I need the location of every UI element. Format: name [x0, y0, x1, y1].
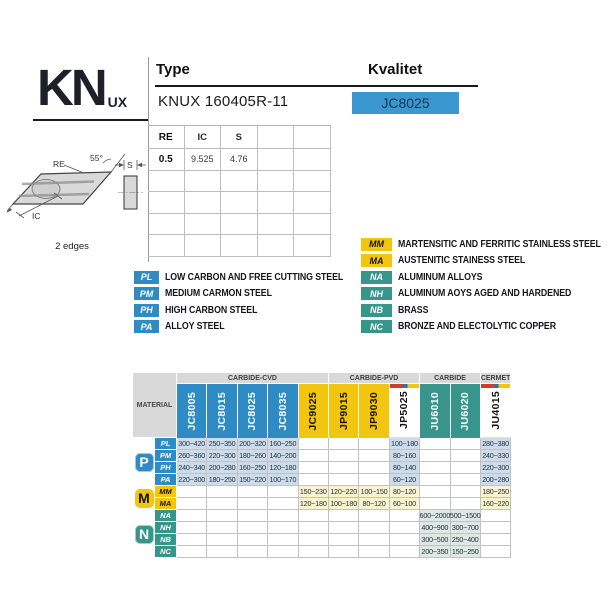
speed-cell-pl-jc8025: 200~320 — [238, 438, 268, 450]
spec-value-cell — [185, 214, 222, 236]
speed-cell-nh-ju6020: 300~700 — [451, 522, 481, 534]
material-code-chip-na: NA — [361, 271, 392, 284]
grade-column-jc8015 — [207, 384, 237, 438]
speed-cell-pl-jp9030 — [359, 438, 389, 450]
material-legend-stainless-nonferrous — [361, 236, 610, 335]
speed-cell-na-jc8005 — [177, 510, 207, 522]
row-tag-mm: MM — [155, 486, 177, 498]
s-dimension-label: S — [127, 160, 133, 170]
speed-cell-mm-ju6010 — [420, 486, 450, 498]
insert-outline — [13, 172, 111, 204]
speed-cell-nh-jc9025 — [299, 522, 329, 534]
speed-cell-pa-jc9025 — [299, 474, 329, 486]
speed-cell-pm-jc8025: 180~260 — [238, 450, 268, 462]
spec-value-cell — [185, 192, 222, 214]
legend-label-nc: BRONZE AND ELECTOLYTIC COPPER — [398, 321, 556, 333]
legend-label-mm: MARTENSITIC AND FERRITIC STAINLESS STEEL — [398, 238, 601, 250]
speed-cell-nc-jp9015 — [329, 546, 359, 558]
dimension-table — [148, 125, 331, 257]
speed-cell-pm-jp5025: 80~160 — [390, 450, 420, 462]
material-group-cell-p — [133, 438, 155, 486]
legend-item-na — [361, 269, 610, 286]
speed-cell-pl-jc9025 — [299, 438, 329, 450]
re-dimension-label: RE — [53, 159, 65, 169]
grade-column-label: JU6010 — [428, 391, 441, 431]
legend-label-nb: BRASS — [398, 304, 429, 316]
speed-cell-pl-ju4015: 280~380 — [481, 438, 511, 450]
spec-value-cell — [221, 235, 258, 257]
speed-cell-na-jc8015 — [207, 510, 237, 522]
grade-column-label: JP5025 — [398, 391, 411, 430]
speed-cell-mm-jc8015 — [207, 486, 237, 498]
speed-cell-pm-jc8005: 260~360 — [177, 450, 207, 462]
grade-column-jp9030 — [359, 384, 389, 438]
insert-diagram — [6, 146, 152, 262]
speed-cell-pa-jc8025: 150~220 — [238, 474, 268, 486]
speed-cell-pl-jc8005: 300~420 — [177, 438, 207, 450]
speed-cell-ma-jc8025 — [238, 498, 268, 510]
material-code-chip-pm: PM — [134, 287, 159, 300]
speed-cell-na-jc8025 — [238, 510, 268, 522]
speed-cell-nc-ju4015 — [481, 546, 511, 558]
logo-main-text: KN — [37, 59, 105, 116]
grade-column-ju6020 — [451, 384, 481, 438]
speed-cell-nh-ju6010: 400~900 — [420, 522, 450, 534]
speed-cell-pa-jp9030 — [359, 474, 389, 486]
spec-header-cell: S — [221, 126, 258, 149]
legend-item-pm — [134, 286, 367, 303]
speed-cell-nb-jc8025 — [238, 534, 268, 546]
grade-column-label: JC8005 — [185, 391, 198, 431]
speed-cell-ph-jp9030 — [359, 462, 389, 474]
speed-cell-pl-jp9015 — [329, 438, 359, 450]
row-tag-ma: MA — [155, 498, 177, 510]
legend-item-nb — [361, 302, 610, 319]
spec-value-cell — [185, 235, 222, 257]
legend-item-pa — [134, 319, 367, 336]
material-code-chip-nb: NB — [361, 304, 392, 317]
speed-cell-pl-jp5025: 100~180 — [390, 438, 420, 450]
speed-cell-nh-jp9015 — [329, 522, 359, 534]
speed-cell-nc-jp5025 — [390, 546, 420, 558]
speed-cell-ph-jc9025 — [299, 462, 329, 474]
row-tag-pa: PA — [155, 474, 177, 486]
speed-cell-pl-ju6020 — [451, 438, 481, 450]
corner-angle-label: 55° — [90, 153, 103, 163]
legend-item-nc — [361, 319, 610, 336]
material-code-chip-nh: NH — [361, 287, 392, 300]
grade-heading: Kvalitet — [368, 61, 423, 78]
speed-cell-pa-jc8035: 100~170 — [268, 474, 298, 486]
speed-cell-nc-jc9025 — [299, 546, 329, 558]
speed-cell-mm-jc8005 — [177, 486, 207, 498]
column-group-carbide: CARBIDE — [420, 373, 481, 384]
grade-badge[interactable]: JC8025 — [352, 92, 459, 114]
speed-cell-ph-ju6020 — [451, 462, 481, 474]
angle-arc — [103, 159, 111, 163]
row-tag-nb: NB — [155, 534, 177, 546]
speed-cell-nh-jc8005 — [177, 522, 207, 534]
speed-cell-mm-jc8025 — [238, 486, 268, 498]
grade-column-label: JC9025 — [307, 391, 320, 431]
speed-cell-mm-jp5025: 80~120 — [390, 486, 420, 498]
speed-cell-pm-jc9025 — [299, 450, 329, 462]
legend-item-mm — [361, 236, 610, 253]
speed-cell-nc-jc8035 — [268, 546, 298, 558]
logo-divider — [33, 119, 148, 121]
row-tag-nc: NC — [155, 546, 177, 558]
s-arrowhead — [119, 163, 124, 167]
spec-value-cell: 0.5 — [148, 149, 185, 171]
speed-cell-na-jc9025 — [299, 510, 329, 522]
legend-label-pa: ALLOY STEEL — [165, 321, 225, 333]
row-tag-pm: PM — [155, 450, 177, 462]
spec-header-cell — [294, 126, 331, 149]
speed-cell-pm-ju4015: 240~330 — [481, 450, 511, 462]
spec-value-cell — [294, 149, 331, 171]
speed-cell-ma-jp9030: 80~120 — [359, 498, 389, 510]
material-code-chip-ma: MA — [361, 254, 392, 267]
spec-value-cell — [221, 192, 258, 214]
speed-cell-na-jp5025 — [390, 510, 420, 522]
spec-header-cell: IC — [185, 126, 222, 149]
grade-column-jp5025 — [390, 384, 420, 438]
grade-column-label: JU4015 — [489, 391, 502, 430]
speed-cell-pa-jc8005: 220~300 — [177, 474, 207, 486]
speed-cell-pl-jc8035: 160~250 — [268, 438, 298, 450]
spec-value-cell — [148, 171, 185, 193]
material-code-chip-ph: PH — [134, 304, 159, 317]
spec-value-cell — [148, 235, 185, 257]
brand-logo — [37, 59, 128, 116]
row-tag-pl: PL — [155, 438, 177, 450]
speed-cell-ph-jc8025: 160~250 — [238, 462, 268, 474]
grade-column-jc8005 — [177, 384, 207, 438]
material-legend-steel — [134, 269, 367, 335]
speed-cell-ma-jc8005 — [177, 498, 207, 510]
spec-value-cell — [258, 235, 295, 257]
material-group-icon-n: N — [135, 525, 154, 544]
speed-cell-pm-jc8035: 140~200 — [268, 450, 298, 462]
heading-divider — [155, 85, 478, 87]
grade-column-label: JC8015 — [216, 391, 229, 431]
row-tag-na: NA — [155, 510, 177, 522]
material-column-header: MATERIAL — [133, 373, 177, 438]
spec-value-cell — [258, 214, 295, 236]
legend-item-ph — [134, 302, 367, 319]
speed-cell-ma-ju6020 — [451, 498, 481, 510]
angle-extension-line — [111, 154, 125, 172]
speed-cell-nb-jc8005 — [177, 534, 207, 546]
spec-value-cell: 4.76 — [221, 149, 258, 171]
speed-cell-nb-ju6020: 250~400 — [451, 534, 481, 546]
legend-label-ph: HIGH CARBON STEEL — [165, 304, 258, 316]
speed-cell-nc-jc8015 — [207, 546, 237, 558]
legend-label-ma: AUSTENITIC STAINESS STEEL — [398, 255, 526, 267]
speed-cell-mm-jp9015: 120~220 — [329, 486, 359, 498]
speed-cell-ph-ju4015: 220~300 — [481, 462, 511, 474]
spec-value-cell — [185, 171, 222, 193]
speed-cell-mm-ju4015: 180~250 — [481, 486, 511, 498]
speed-cell-na-ju4015 — [481, 510, 511, 522]
legend-item-pl — [134, 269, 367, 286]
re-leader-line — [64, 165, 84, 173]
speed-cell-na-jc8035 — [268, 510, 298, 522]
speed-cell-ma-jc8015 — [207, 498, 237, 510]
spec-header-cell — [258, 126, 295, 149]
material-group-icon-m: M — [135, 489, 154, 508]
spec-header-cell: RE — [148, 126, 185, 149]
speed-cell-mm-jp9030: 100~150 — [359, 486, 389, 498]
speed-cell-mm-jc8035 — [268, 486, 298, 498]
grade-column-label: JC8035 — [276, 391, 289, 431]
speed-cell-ph-jc8035: 120~180 — [268, 462, 298, 474]
grade-column-ju6010 — [420, 384, 450, 438]
spec-value-cell: 9.525 — [185, 149, 222, 171]
speed-cell-ma-ju6010 — [420, 498, 450, 510]
speed-cell-na-jp9030 — [359, 510, 389, 522]
speed-cell-pm-ju6020 — [451, 450, 481, 462]
speed-cell-ma-jp5025: 60~100 — [390, 498, 420, 510]
spec-value-cell — [258, 149, 295, 171]
speed-cell-na-jp9015 — [329, 510, 359, 522]
legend-item-nh — [361, 286, 610, 303]
grade-column-label: JC8025 — [246, 391, 259, 431]
speed-cell-nc-jc8005 — [177, 546, 207, 558]
spec-value-cell — [258, 171, 295, 193]
speed-cell-nh-jc8025 — [238, 522, 268, 534]
spec-value-cell — [148, 214, 185, 236]
spec-value-cell — [148, 192, 185, 214]
speed-cell-nb-ju6010: 300~500 — [420, 534, 450, 546]
grade-column-jc9025 — [299, 384, 329, 438]
legend-label-na: ALUMINUM ALLOYS — [398, 271, 483, 283]
column-group-carbide-pvd: CARBIDE-PVD — [329, 373, 420, 384]
legend-label-pm: MEDIUM CARMON STEEL — [165, 288, 272, 300]
speed-cell-ph-ju6010 — [420, 462, 450, 474]
spec-value-cell — [221, 171, 258, 193]
speed-cell-nb-jc9025 — [299, 534, 329, 546]
speed-cell-nc-ju6020: 150~250 — [451, 546, 481, 558]
speed-cell-pm-jp9015 — [329, 450, 359, 462]
speed-cell-ph-jp9015 — [329, 462, 359, 474]
speed-cell-nc-ju6010: 200~350 — [420, 546, 450, 558]
speed-cell-pm-ju6010 — [420, 450, 450, 462]
ic-tick — [16, 212, 24, 218]
speed-cell-nb-jp9030 — [359, 534, 389, 546]
material-code-chip-nc: NC — [361, 320, 392, 333]
speed-cell-pm-jp9030 — [359, 450, 389, 462]
s-arrowhead — [137, 163, 142, 167]
logo-sub-text: UX — [107, 94, 128, 110]
legend-item-ma — [361, 253, 610, 270]
legend-label-pl: LOW CARBON AND FREE CUTTING STEEL — [165, 271, 344, 283]
speed-cell-mm-ju6020 — [451, 486, 481, 498]
speed-cell-ma-jp9015: 100~180 — [329, 498, 359, 510]
speed-cell-ma-jc9025: 120~180 — [299, 498, 329, 510]
spec-value-cell — [258, 192, 295, 214]
material-code-chip-mm: MM — [361, 238, 392, 251]
spec-value-cell — [294, 192, 331, 214]
speed-cell-pm-jc8015: 220~300 — [207, 450, 237, 462]
speed-cell-nb-jc8035 — [268, 534, 298, 546]
speed-cell-ma-ju4015: 160~220 — [481, 498, 511, 510]
speed-cell-pl-ju6010 — [420, 438, 450, 450]
speed-cell-pa-jp5025: 60~120 — [390, 474, 420, 486]
speed-cell-ph-jc8015: 200~280 — [207, 462, 237, 474]
speed-cell-pa-jp9015 — [329, 474, 359, 486]
speed-cell-ph-jp5025: 80~140 — [390, 462, 420, 474]
speed-cell-pa-ju6020 — [451, 474, 481, 486]
speed-cell-nb-jp5025 — [390, 534, 420, 546]
grade-column-label: JU6020 — [459, 391, 472, 431]
grade-column-jc8035 — [268, 384, 298, 438]
speed-cell-nh-jp5025 — [390, 522, 420, 534]
speed-cell-nh-jc8035 — [268, 522, 298, 534]
grade-column-jc8025 — [238, 384, 268, 438]
column-group-carbide-cvd: CARBIDE-CVD — [177, 373, 329, 384]
speed-cell-na-ju6020: 500~1500 — [449, 511, 481, 520]
type-heading: Type — [156, 61, 190, 78]
speed-cell-nb-jc8015 — [207, 534, 237, 546]
speed-cell-nh-jc8015 — [207, 522, 237, 534]
spec-value-cell — [294, 214, 331, 236]
column-group-cermet: CERMET — [481, 373, 511, 384]
insert-designation: KNUX 160405R-11 — [158, 93, 289, 110]
speed-cell-nc-jp9030 — [359, 546, 389, 558]
speed-cell-nh-jp9030 — [359, 522, 389, 534]
speed-cell-nc-jc8025 — [238, 546, 268, 558]
material-group-cell-n — [133, 510, 155, 558]
edge-count-caption: 2 edges — [55, 241, 89, 252]
speed-cell-nh-ju4015 — [481, 522, 511, 534]
speed-cell-pa-ju4015: 200~280 — [481, 474, 511, 486]
speed-cell-na-ju6010: 600~2000 — [419, 511, 451, 520]
speed-cell-ma-jc8035 — [268, 498, 298, 510]
material-code-chip-pl: PL — [134, 271, 159, 284]
row-tag-nh: NH — [155, 522, 177, 534]
spec-value-cell — [221, 214, 258, 236]
speed-cell-ph-jc8005: 240~340 — [177, 462, 207, 474]
material-group-icon-p: P — [135, 453, 154, 472]
cutting-speed-table — [133, 373, 511, 558]
speed-cell-pa-ju6010 — [420, 474, 450, 486]
speed-cell-nb-jp9015 — [329, 534, 359, 546]
grade-column-label: JP9015 — [337, 391, 350, 430]
row-tag-ph: PH — [155, 462, 177, 474]
material-group-cell-m — [133, 486, 155, 510]
speed-cell-nb-ju4015 — [481, 534, 511, 546]
speed-cell-pa-jc8015: 180~250 — [207, 474, 237, 486]
speed-cell-pl-jc8015: 250~350 — [207, 438, 237, 450]
grade-column-jp9015 — [329, 384, 359, 438]
grade-column-label: JP9030 — [368, 391, 381, 430]
spec-value-cell — [294, 171, 331, 193]
legend-label-nh: ALUMINUM AOYS AGED AND HARDENED — [398, 288, 572, 300]
material-code-chip-pa: PA — [134, 320, 159, 333]
grade-column-ju4015 — [481, 384, 511, 438]
ic-dimension-label: IC — [32, 211, 41, 221]
speed-cell-mm-jc9025: 150~230 — [299, 486, 329, 498]
spec-value-cell — [294, 235, 331, 257]
